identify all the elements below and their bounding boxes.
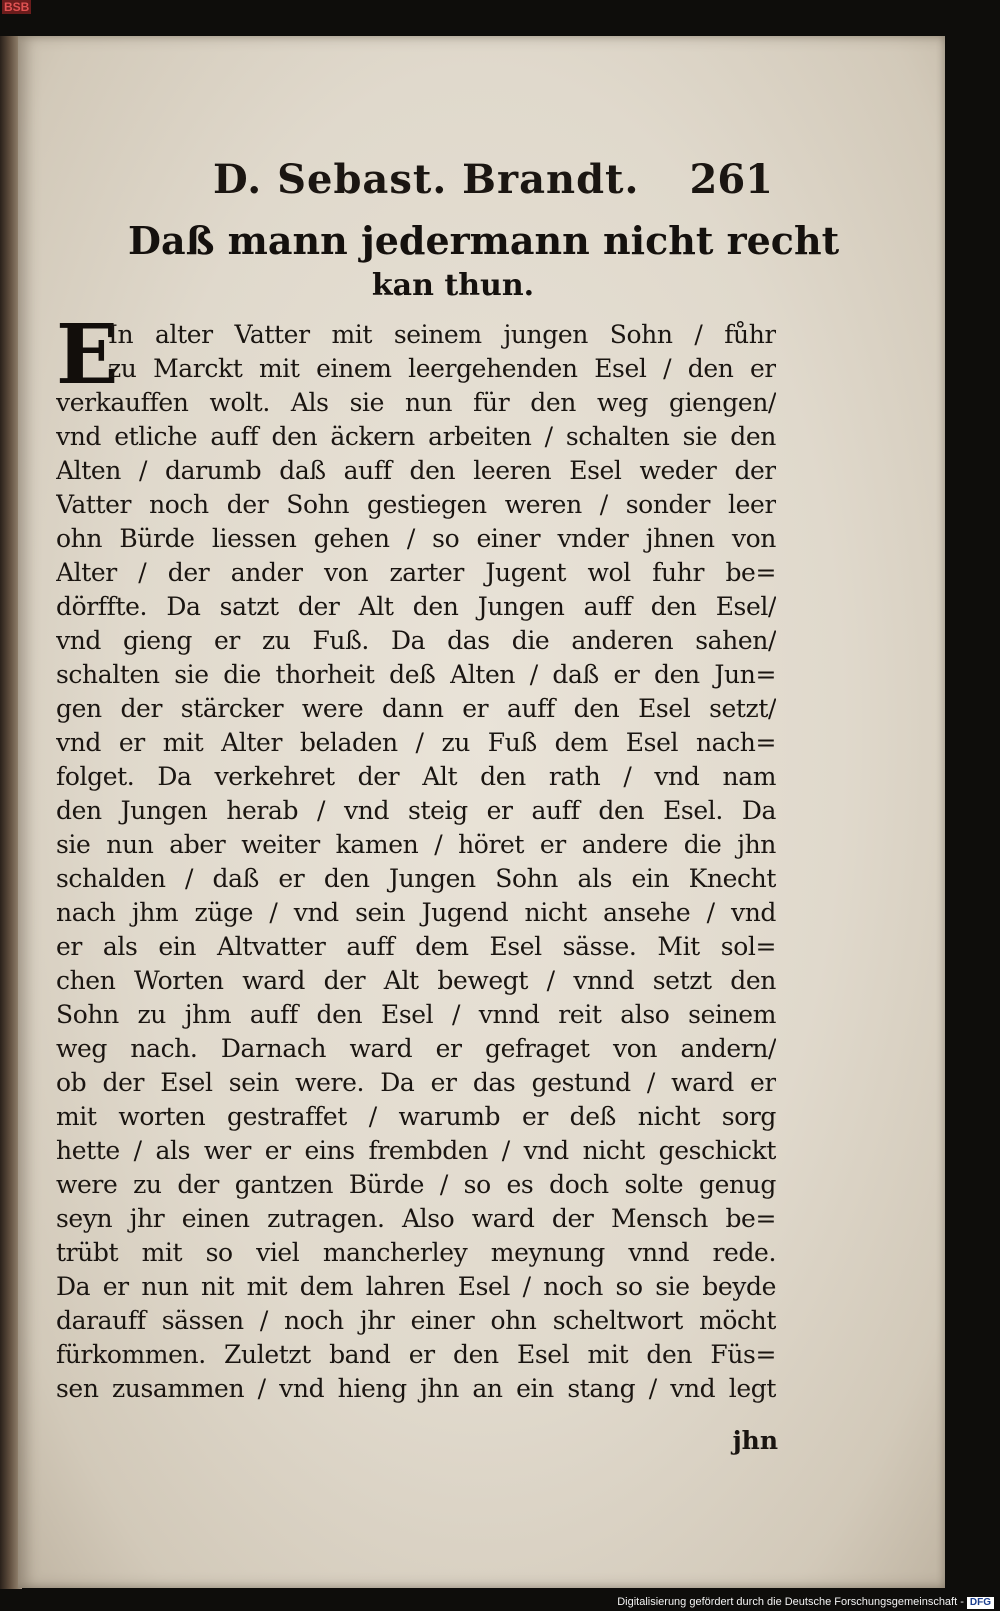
- text-line: mit worten gestraffet / warumb er deß nicht sorg: [56, 1102, 776, 1131]
- drop-cap: E: [56, 307, 119, 403]
- digitization-credit: [617, 1596, 994, 1609]
- text-line: were zu der gantzen Bürde / so es doch solte genug: [56, 1170, 776, 1199]
- text-line: weg nach. Darnach ward er gefraget von andern/: [56, 1034, 776, 1063]
- text-line: ob der Esel sein were. Da er das gestund / ward er: [56, 1068, 776, 1097]
- text-line: darauff sässen / noch jhr einer ohn scheltwort möcht: [56, 1306, 776, 1335]
- text-line: Alten / darumb daß auff den leeren Esel weder der: [56, 456, 776, 485]
- chapter-title-line-1: Daß mann jedermann nicht recht: [128, 218, 840, 263]
- text-line: sie nun aber weiter kamen / höret er andere die jhn: [56, 830, 776, 859]
- text-line: Vatter noch der Sohn gestiegen weren / sonder leer: [56, 490, 776, 519]
- text-line: den Jungen herab / vnd steig er auff den Esel. Da: [56, 796, 776, 825]
- text-line: gen der stärcker were dann er auff den Esel setzt/: [56, 694, 776, 723]
- text-line: nach jhm züge / vnd sein Jugend nicht ansehe / vnd: [56, 898, 776, 927]
- text-line: vnd etliche auff den äckern arbeiten / schalten sie den: [56, 422, 776, 451]
- book-page: [18, 36, 945, 1588]
- text-line: verkauffen wolt. Als sie nun für den weg giengen/: [56, 388, 776, 417]
- text-line: fürkommen. Zuletzt band er den Esel mit den Füs=: [56, 1340, 776, 1369]
- page-number: 261: [689, 156, 773, 203]
- text-line: chen Worten ward der Alt bewegt / vnnd setzt den: [56, 966, 776, 995]
- credit-text: Digitalisierung gefördert durch die Deutsche Forschungsgemeinschaft -: [617, 1596, 964, 1608]
- text-line: zu Marckt mit einem leergehenden Esel / den er: [108, 354, 776, 383]
- text-line: dörffte. Da satzt der Alt den Jungen auff den Esel/: [56, 592, 776, 621]
- text-line: trübt mit so viel mancherley meynung vnnd rede.: [56, 1238, 776, 1267]
- text-line: Da er nun nit mit dem lahren Esel / noch so sie beyde: [56, 1272, 776, 1301]
- chapter-title: [128, 216, 840, 306]
- text-line: er als ein Altvatter auff dem Esel sässe. Mit sol=: [56, 932, 776, 961]
- running-head: D. Sebast. Brandt.: [213, 156, 640, 203]
- text-line: In alter Vatter mit seinem jungen Sohn / fůhr: [108, 320, 776, 349]
- dfg-logo: DFG: [967, 1597, 994, 1609]
- body-text: [56, 318, 776, 1406]
- library-logo: [2, 2, 38, 36]
- chapter-title-line-2: kan thun.: [371, 268, 535, 303]
- text-line: vnd gieng er zu Fuß. Da das die anderen sahen/: [56, 626, 776, 655]
- text-line: ohn Bürde liessen gehen / so einer vnder jhnen von: [56, 524, 776, 553]
- text-line: sen zusammen / vnd hieng jhn an ein stang / vnd legt: [56, 1374, 776, 1403]
- catchword: jhn: [732, 1426, 778, 1455]
- text-line: schalden / daß er den Jungen Sohn als ein Knecht: [56, 864, 776, 893]
- text-line: vnd er mit Alter beladen / zu Fuß dem Esel nach=: [56, 728, 776, 757]
- text-line: Alter / der ander von zarter Jugent wol fuhr be=: [56, 558, 776, 587]
- text-line: folget. Da verkehret der Alt den rath / vnd nam: [56, 762, 776, 791]
- text-line: Sohn zu jhm auff den Esel / vnnd reit also seinem: [56, 1000, 776, 1029]
- text-line: seyn jhr einen zutragen. Also ward der Mensch be=: [56, 1204, 776, 1233]
- library-logo-text: BSB: [4, 0, 30, 14]
- text-line: hette / als wer er eins frembden / vnd nicht geschickt: [56, 1136, 776, 1165]
- text-line: schalten sie die thorheit deß Alten / daß er den Jun=: [56, 660, 776, 689]
- page-header: [213, 156, 773, 216]
